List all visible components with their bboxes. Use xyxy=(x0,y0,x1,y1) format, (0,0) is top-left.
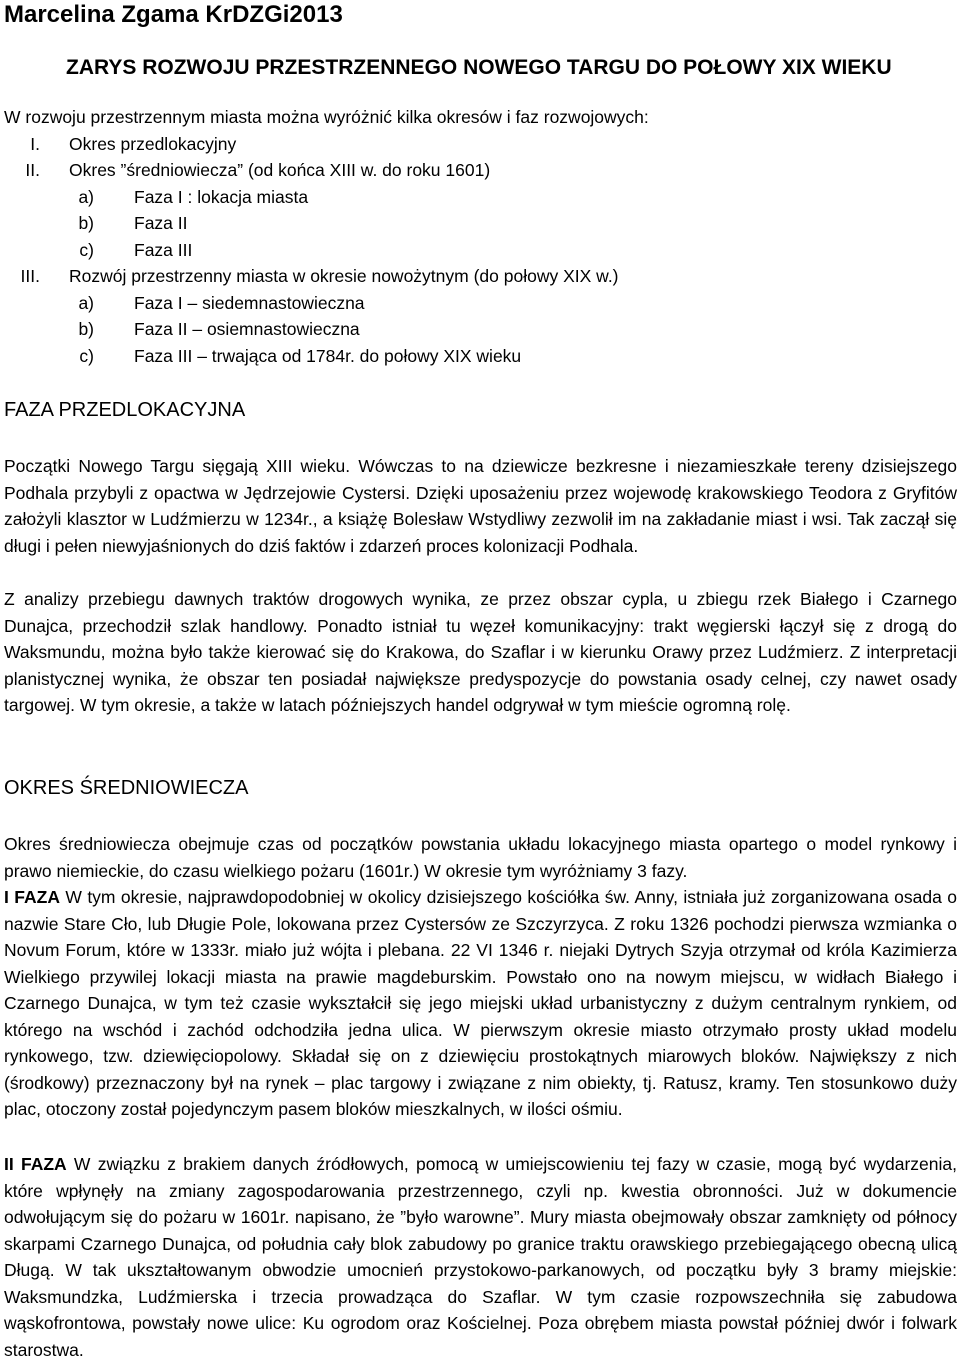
outline-subitem xyxy=(0,184,960,211)
paragraph-phase-1 xyxy=(4,884,957,1123)
section-heading-middle-ages: OKRES ŚREDNIOWIECZA xyxy=(4,777,249,799)
outline-item xyxy=(0,131,960,158)
intro-sentence: W rozwoju przestrzennym miasta można wyróżnić kilka okresów i faz rozwojowych: xyxy=(4,107,649,127)
phase-text: W tym okresie, najprawdopodobniej w okolicy dzisiejszego kościółka św. Anny, istniała już zorganizowana osada o nazwie Stare Cło, lub Długie Pole, lokowana przez Cystersów ze Szczyrzyca. Z roku 1326 pochodzi pierwsza wzmianka o Novum Forum, które w 1333r. miało już wójta i plebana. 22 VI 1346 r. niejaki Dytrych Szyja otrzymał od króla Kazimierza Wielkiego przywilej lokacji miasta na prawie magdeburskim. Powstało ono na nowym miejscu, w widłach Białego i Czarnego Dunajca, w tym też czasie wykształcił się jego miejski układ urbanistyczny z dużym centralnym rynkiem, od którego na wschód i zachód odchodziła jedna ulica. W pierwszym okresie miasto otrzymało prosty układ modelu rynkowego, tzw. dziewięciopolowy. Składał się on z dziewięciu prostokątnych miarowych bloków. Największy z nich (środkowy) przeznaczony był na rynek – plac targowy i związane z nim obiekty, tj. Ratusz, kramy. Ten stosunkowo duży plac, otoczony został pojedynczym pasem bloków mieszkalnych, w ilości ośmiu. xyxy=(4,887,957,1119)
outline-text: Faza II – osiemnastowieczna xyxy=(134,319,360,339)
outline-item xyxy=(0,157,960,184)
periods-outline xyxy=(0,131,960,370)
outline-subitem xyxy=(0,343,960,370)
outline-text: Okres przedlokacyjny xyxy=(69,133,237,154)
paragraph: Z analizy przebiegu dawnych traktów drogowych wynika, ze przez obszar cypla, u zbiegu rzek Białego i Czarnego Dunajca, przechodził szlak handlowy. Ponadto istniał tu węzeł komunikacyjny: trakt węgierski łączył się z drogą do Waksmundu, można było także kierować się do Krakowa, do Szaflar i w kierunku Orawy przez Ludźmierz. Z interpretacji planistycznej wynika, że obszar ten posiadał największe predyspozycje do powstania osady celnej, czy nawet osady targowej. W tym okresie, a także w latach późniejszych handel odgrywał w tym mieście ogromną rolę. xyxy=(4,589,957,715)
document-title: ZARYS ROZWOJU PRZESTRZENNEGO NOWEGO TARGU DO POŁOWY XIX WIEKU xyxy=(66,56,892,79)
outline-letter: c) xyxy=(79,239,94,260)
section-heading-prelocation: FAZA PRZEDLOKACYJNA xyxy=(4,399,246,421)
outline-text: Rozwój przestrzenny miasta w okresie nowożytnym (do połowy XIX w.) xyxy=(69,266,619,286)
paragraph-phase-2 xyxy=(4,1151,957,1363)
outline-text: Faza III xyxy=(134,239,193,260)
outline-letter: b) xyxy=(78,319,94,339)
outline-number: II. xyxy=(25,160,40,180)
outline-number: I. xyxy=(30,133,40,154)
outline-text: Okres ”średniowiecza” (od końca XIII w. do roku 1601) xyxy=(69,160,491,180)
outline-text: Faza I – siedemnastowieczna xyxy=(134,292,365,313)
outline-letter: b) xyxy=(78,213,94,233)
paragraph: Początki Nowego Targu sięgają XIII wieku. Wówczas to na dziewicze bezkresne i niezamieszkałe tereny dzisiejszego Podhala przybyli z opactwa w Jędrzejowie Cystersi. Dzięki uposażeniu przez wojewodę krakowskiego Teodora z Gryfitów założyli klasztor w Ludźmierzu w 1234r., a książę Bolesław Wstydliwy zezwolił im na zakładanie miast i wsi. Tak zaczął się długi i pełen niewyjaśnionych do dziś faktów i zdarzeń proces kolonizacji Podhala. xyxy=(4,456,957,556)
outline-subitem xyxy=(0,316,960,343)
outline-letter: a) xyxy=(78,186,94,207)
outline-text: Faza III – trwająca od 1784r. do połowy XIX wieku xyxy=(134,345,522,366)
outline-number: III. xyxy=(20,266,40,286)
outline-letter: a) xyxy=(78,292,94,313)
outline-subitem xyxy=(0,210,960,237)
paragraph: Okres średniowiecza obejmuje czas od początków powstania układu lokacyjnego miasta opartego o model rynkowy i prawo niemieckie, do czasu wielkiego pożaru (1601r.) W okresie tym wyróżniamy 3 fazy. xyxy=(4,834,957,881)
phase-text: W związku z brakiem danych źródłowych, pomocą w umiejscowieniu tej fazy w czasie, mogą być wydarzenia, które wpłynęły na zmiany zagospodarowania przestrzennego, czyli np. kwestia obronności. Już w dokumencie odwołującym się do pożaru w 1601r. napisano, że ”było warowne”. Mury miasta obejmowały obszar zamknięty od północy skarpami Czarnego Dunajca, od południa cały blok zabudowy po granice traktu orawskiego przebiegającego obecną ulicą Długą. W tak ukształtowanym obwodzie umocnień przystokowo-parkanowych, od początku były 3 bramy miejskie: Waksmundzka, Ludźmierska i trzecia prowadząca do Szaflar. W tym czasie rozpowszechniła się zabudowa wąskofrontowa, powstały nowe ulice: Ku ogrodom oraz Kościelnej. Poza obrębem miasta powstał później dwór i folwark starostwa. xyxy=(4,1154,957,1360)
outline-subitem xyxy=(0,290,960,317)
phase-label: I FAZA xyxy=(4,887,60,907)
outline-text: Faza II xyxy=(134,213,188,233)
author-line: Marcelina Zgama KrDZGi2013 xyxy=(4,1,343,28)
phase-label: II FAZA xyxy=(4,1154,67,1174)
outline-text: Faza I : lokacja miasta xyxy=(134,186,309,207)
outline-subitem xyxy=(0,237,960,264)
outline-letter: c) xyxy=(79,345,94,366)
outline-item xyxy=(0,263,960,290)
